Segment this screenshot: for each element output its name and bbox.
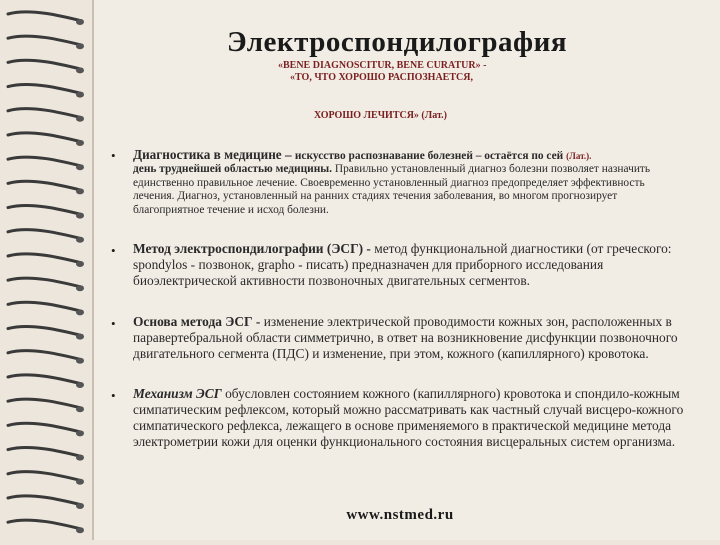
p2-bold: Метод электроспондилографии (ЭСГ) - xyxy=(133,241,371,256)
bullet-icon: • xyxy=(111,148,116,163)
binding-ring xyxy=(8,181,84,194)
binding-ring xyxy=(8,496,84,509)
binding-ring xyxy=(8,326,84,339)
binding-ring xyxy=(8,472,84,485)
binding-ring xyxy=(8,12,84,25)
motto-line-1: «BENE DIAGNOSCITUR, BENE CURATUR» - xyxy=(278,60,487,71)
binding-ring xyxy=(8,423,84,436)
bullet-icon: • xyxy=(111,316,116,331)
binding-ring xyxy=(8,230,84,243)
binding-ring xyxy=(8,205,84,218)
spiral-binding xyxy=(0,0,92,540)
binding-ring xyxy=(8,399,84,412)
paragraph-esg-method xyxy=(133,241,688,289)
p1-lead-rest: искусство распознавание болезней – остаётся по сей xyxy=(294,150,564,162)
paragraph-diagnostics xyxy=(133,147,688,217)
binding-ring xyxy=(8,109,84,122)
binding-ring xyxy=(8,60,84,73)
paragraph-esg-mechanism xyxy=(133,386,688,450)
p2-body: метод функциональной диагностики (от греческого: spondylos - позвонок, grapho - писать) предназначен для приборного исследования биоэлектрической активности позвоночных двигательных сегментов. xyxy=(133,241,672,289)
bullet-icon: • xyxy=(111,243,116,258)
binding-ring xyxy=(8,36,84,49)
spiral-binding-rings xyxy=(0,0,92,540)
binding-ring xyxy=(8,278,84,291)
footer-url: www.nstmed.ru xyxy=(346,507,454,523)
p4-bold: Механизм ЭСГ xyxy=(133,386,222,401)
binding-ring xyxy=(8,133,84,146)
binding-ring xyxy=(8,520,84,533)
p1-superscript: (Лат.). xyxy=(566,151,592,161)
p1-body: Правильно установленный диагноз болезни позволяет назначить единственно правильное лечение. Своевременно установленный диагноз предопределяет эффективность лечения. Диагноз, установленный на ранних стадиях течения заболевания, во многом прогнозирует благоприятное течение и исход болезни. xyxy=(133,163,651,216)
motto-line-3: ХОРОШО ЛЕЧИТСЯ» (Лат.) xyxy=(314,110,447,121)
binding-ring xyxy=(8,447,84,460)
binding-ring xyxy=(8,157,84,170)
p4-body: обусловлен состоянием кожного (капиллярного) кровотока и спондило-кожным симпатическим рефлексом, который можно рассматривать как частный случай висцеро-кожного симпатического рефлекса, лежащего в основе применяемого в практической медицине метода электрометрии кожи для оценки функционального состояния висцеральных систем организма. xyxy=(133,386,684,450)
page-title: Электроспондилография xyxy=(226,26,568,58)
binding-ring xyxy=(8,254,84,267)
paragraph-esg-basis xyxy=(133,314,688,362)
bullet-icon: • xyxy=(111,388,116,403)
binding-ring xyxy=(8,375,84,388)
binding-ring xyxy=(8,302,84,315)
p3-bold: Основа метода ЭСГ - xyxy=(133,314,261,329)
p3-body: изменение электрической проводимости кожных зон, расположенных в паравертебральной области симметрично, в ответ на возникновение дисфункции позвоночного двигательного сегмента (ПДС) и изменение, при этом, кожного (капиллярного) кровотока. xyxy=(133,314,678,362)
binding-ring xyxy=(8,84,84,97)
binding-ring xyxy=(8,351,84,364)
p1-lead: Диагностика в медицине – xyxy=(133,147,295,162)
p1-bold: день труднейшей областью медицины. xyxy=(133,163,333,176)
motto-line-2: «ТО, ЧТО ХОРОШО РАСПОЗНАЕТСЯ, xyxy=(290,72,473,83)
